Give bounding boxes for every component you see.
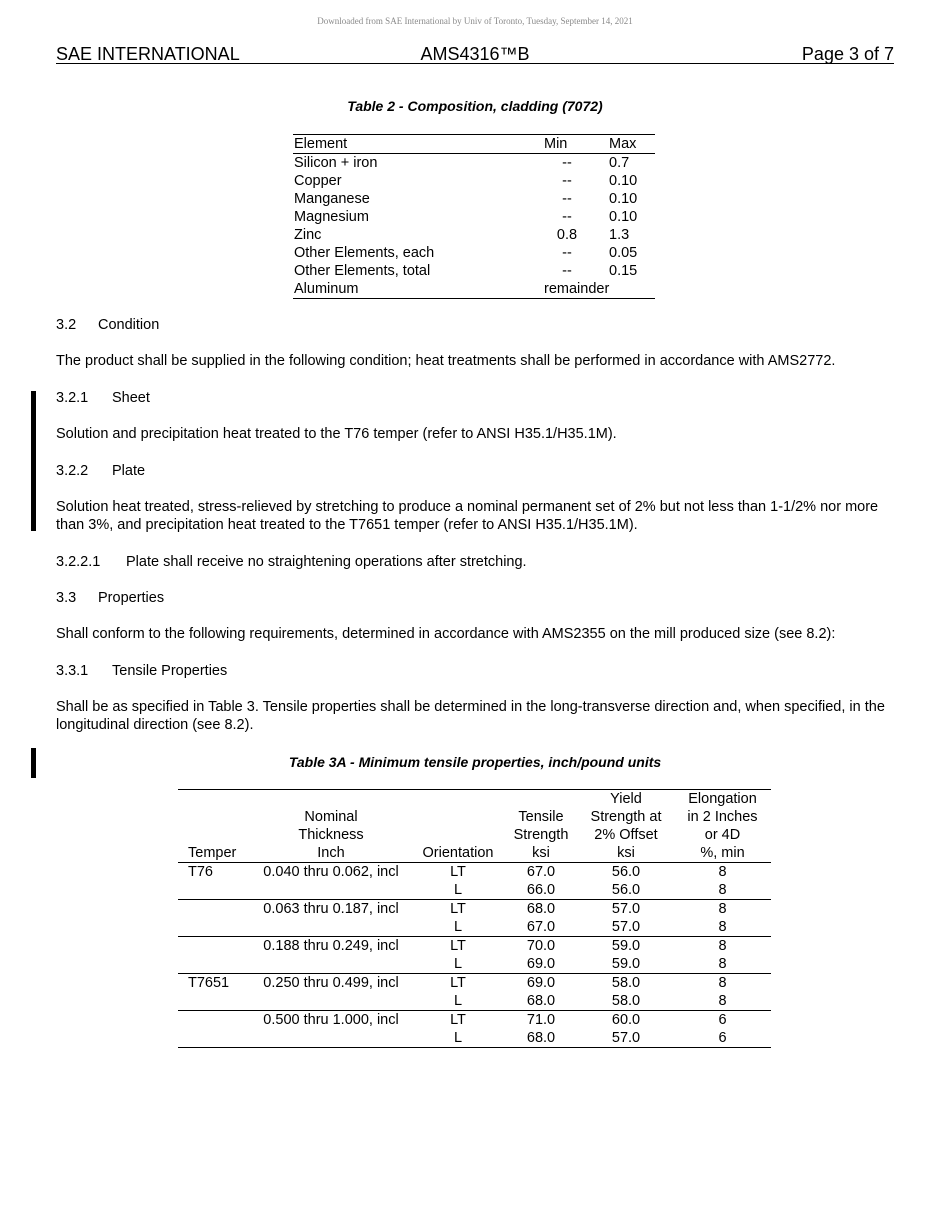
paragraph-3-3-1: Shall be as specified in Table 3. Tensile properties shall be determined in the long-transverse direction and, when specified, in the longitudinal direction (see 8.2). <box>56 699 885 733</box>
table3a-col-yield: Yield Strength at 2% Offset ksi <box>590 791 662 861</box>
table2-cell: Manganese <box>294 191 370 207</box>
change-bar <box>31 391 36 531</box>
table3a-cell: LT <box>450 864 466 880</box>
table2-cell: 0.7 <box>609 155 630 171</box>
table3a-cell: 0.250 thru 0.499, incl <box>263 975 399 991</box>
table3a-cell: LT <box>450 901 466 917</box>
section-3-2-2-number: 3.2.2 <box>56 463 89 479</box>
table3a-cell <box>178 937 250 956</box>
table3a-cell: 67.0 <box>526 919 556 935</box>
table2-composition <box>293 134 655 299</box>
table3a-cell <box>250 918 412 937</box>
table3a-cell <box>178 881 250 900</box>
section-3-2-1-title: Sheet <box>112 390 150 406</box>
table2-cell: Other Elements, each <box>294 245 435 261</box>
table3a-cell: 57.0 <box>611 919 641 935</box>
table3a-cell: 60.0 <box>611 1012 641 1028</box>
table3a-cell: T76 <box>188 864 213 880</box>
table3a-cell: 71.0 <box>526 1012 556 1028</box>
table3a-cell: 68.0 <box>526 1030 556 1046</box>
table3a-cell: 57.0 <box>611 1030 641 1046</box>
table3a-cell: 8 <box>718 956 727 972</box>
table3a-col-thickness: Nominal Thickness Inch <box>298 809 364 861</box>
table3a-cell: 56.0 <box>611 864 641 880</box>
table3a-cell: LT <box>450 975 466 991</box>
table3a-cell <box>178 918 250 937</box>
table3a-cell: 8 <box>718 975 727 991</box>
table3a-cell: 68.0 <box>526 901 556 917</box>
table2-cell: Silicon + iron <box>294 155 378 171</box>
table3a-col-orientation: Orientation <box>422 845 494 861</box>
section-3-3-1-title: Tensile Properties <box>112 663 228 679</box>
table2-cell: -- <box>562 209 572 225</box>
section-3-3-title: Properties <box>98 590 165 606</box>
header-page-number: Page 3 of 7 <box>801 44 894 64</box>
table3a-row <box>178 900 771 919</box>
paragraph-3-2: The product shall be supplied in the following condition; heat treatments shall be performed in accordance with AMS2772. <box>56 353 836 369</box>
table2-row <box>293 226 655 244</box>
table2-col-min: Min <box>544 136 568 152</box>
table2-cell: Aluminum <box>294 281 359 297</box>
table3a-cell: 69.0 <box>526 956 556 972</box>
table3a-row <box>178 1029 771 1048</box>
table3a-cell: 8 <box>718 919 727 935</box>
table2-cell: -- <box>562 173 572 189</box>
table2-body <box>293 154 655 281</box>
table3a-cell: 58.0 <box>611 993 641 1009</box>
table3a-col-temper: Temper <box>188 845 237 861</box>
table3a-cell: 70.0 <box>526 938 556 954</box>
section-3-2-2-1-number: 3.2.2.1 <box>56 554 101 570</box>
table3a-cell: L <box>453 1030 463 1046</box>
table2-cell: 0.10 <box>609 191 638 207</box>
table3a-cell <box>250 955 412 974</box>
table3a-cell: L <box>453 919 463 935</box>
paragraph-3-2-2: Solution heat treated, stress-relieved by stretching to produce a nominal permanent set of 2% but not less than 1-1/2% nor more than 3%, and precipitation heat treated to the T7651 temper (refer to ANSI H35.1/H35.1M). <box>56 499 879 533</box>
table3a-cell: 67.0 <box>526 864 556 880</box>
table2-cell: remainder <box>544 281 610 297</box>
table3a-cell: LT <box>450 938 466 954</box>
table2-cell: -- <box>562 263 572 279</box>
table3a-row <box>178 992 771 1011</box>
table3a-cell: 59.0 <box>611 938 641 954</box>
table3a-col-tensile: Tensile Strength ksi <box>513 809 569 861</box>
table3a-cell: 8 <box>718 882 727 898</box>
table2-cell: -- <box>562 245 572 261</box>
section-3-2-2-title: Plate <box>112 463 146 479</box>
table3a-row <box>178 955 771 974</box>
table2-row <box>293 154 655 173</box>
table2-col-element: Element <box>294 136 348 152</box>
table3a-tensile-properties <box>178 789 771 1048</box>
table3a-cell: T7651 <box>188 975 230 991</box>
table3a-cell <box>250 992 412 1011</box>
table3a-row <box>178 881 771 900</box>
table3a-cell: 58.0 <box>611 975 641 991</box>
table2-row <box>293 244 655 262</box>
table3a-row <box>178 937 771 956</box>
table2-header-row <box>293 135 655 154</box>
table3a-row <box>178 974 771 993</box>
table3a-cell: 6 <box>718 1012 727 1028</box>
section-3-2-1-number: 3.2.1 <box>56 390 89 406</box>
table3a-col-elongation: Elongation in 2 Inches or 4D %, min <box>687 791 758 861</box>
table3a-cell: 57.0 <box>611 901 641 917</box>
table3a-cell: 8 <box>718 901 727 917</box>
table3a-cell <box>178 992 250 1011</box>
table3a-cell: 8 <box>718 864 727 880</box>
table3a-cell: 59.0 <box>611 956 641 972</box>
table3a-caption: Table 3A - Minimum tensile properties, inch/pound units <box>288 754 662 770</box>
table2-caption: Table 2 - Composition, cladding (7072) <box>347 98 603 114</box>
table3a-cell <box>250 1029 412 1048</box>
download-watermark: Downloaded from SAE International by Univ of Toronto, Tuesday, September 14, 2021 <box>317 16 633 26</box>
table3a-cell: 8 <box>718 993 727 1009</box>
table3a-cell: L <box>453 993 463 1009</box>
table2-col-max: Max <box>609 136 637 152</box>
table2-cell: -- <box>562 191 572 207</box>
table2-cell: 0.05 <box>609 245 638 261</box>
table3a-cell <box>178 1029 250 1048</box>
table2-row-aluminum <box>293 280 655 299</box>
section-3-2-title: Condition <box>98 317 160 333</box>
table3a-cell <box>178 955 250 974</box>
table3a-header-row <box>178 790 771 863</box>
table3a-cell <box>178 900 250 919</box>
section-3-3-1-number: 3.3.1 <box>56 663 89 679</box>
table3a-cell: L <box>453 956 463 972</box>
table3a-cell: 0.500 thru 1.000, incl <box>263 1012 399 1028</box>
table3a-row <box>178 863 771 882</box>
table3a-body <box>178 863 771 1048</box>
section-3-2-2-1-text: Plate shall receive no straightening operations after stretching. <box>126 554 527 570</box>
table2-cell: 0.8 <box>556 227 578 243</box>
table3a-cell: LT <box>450 1012 466 1028</box>
table2-cell: 0.10 <box>609 173 638 189</box>
table2-cell: Zinc <box>294 227 322 243</box>
table3a-cell: 0.188 thru 0.249, incl <box>263 938 399 954</box>
paragraph-3-2-1: Solution and precipitation heat treated to the T76 temper (refer to ANSI H35.1/H35.1M). <box>56 426 617 442</box>
table2-row <box>293 172 655 190</box>
table2-cell: Magnesium <box>294 209 369 225</box>
header-org: SAE INTERNATIONAL <box>56 44 240 64</box>
table3a-cell <box>178 1011 250 1030</box>
table2-cell: -- <box>562 155 572 171</box>
table3a-cell <box>250 881 412 900</box>
table2-cell: 0.15 <box>609 263 638 279</box>
table3a-cell: L <box>453 882 463 898</box>
section-3-3-number: 3.3 <box>56 590 77 606</box>
header-doc-number: AMS4316™B <box>420 44 530 64</box>
table3a-row <box>178 918 771 937</box>
table2-cell: 1.3 <box>609 227 630 243</box>
table2-row <box>293 190 655 208</box>
table2-row <box>293 208 655 226</box>
table2-cell: Copper <box>294 173 342 189</box>
table3a-row <box>178 1011 771 1030</box>
header-rule <box>56 63 894 64</box>
table3a-cell: 68.0 <box>526 993 556 1009</box>
table3a-cell: 0.040 thru 0.062, incl <box>263 864 399 880</box>
table2-cell: Other Elements, total <box>294 263 431 279</box>
table3a-cell: 6 <box>718 1030 727 1046</box>
table3a-cell: 0.063 thru 0.187, incl <box>263 901 399 917</box>
table2-row <box>293 262 655 280</box>
table3a-cell: 69.0 <box>526 975 556 991</box>
section-3-2-number: 3.2 <box>56 317 77 333</box>
paragraph-3-3: Shall conform to the following requirements, determined in accordance with AMS2355 on the mill produced size (see 8.2): <box>56 626 836 642</box>
table3a-cell: 8 <box>718 938 727 954</box>
table2-cell: 0.10 <box>609 209 638 225</box>
table3a-cell: 66.0 <box>526 882 556 898</box>
table3a-cell: 56.0 <box>611 882 641 898</box>
